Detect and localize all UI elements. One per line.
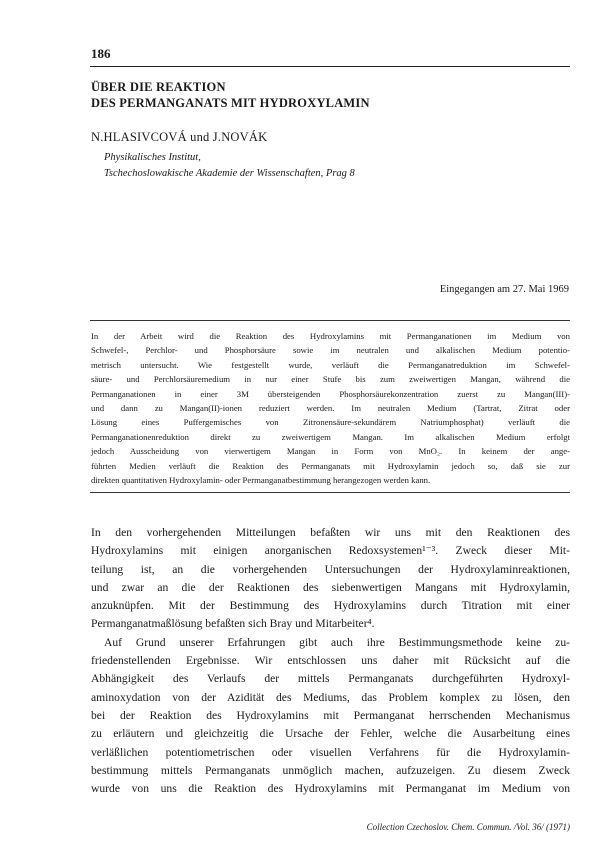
body-line: Auf Grund unserer Erfahrungen gibt auch ihre Bestimmungsmethode keine zu- (104, 635, 570, 649)
abstract-line: Permanganationenreduktion direkt zu zweiwertigem Mangan. Im alkalischen Medium erfolgt (91, 431, 570, 442)
abstract-rule-bottom (90, 492, 570, 493)
header-rule (90, 66, 570, 67)
journal-footer: Collection Czechoslov. Chem. Commun. /Vol. 36/ (1971) (366, 822, 570, 832)
abstract (91, 329, 570, 487)
page-number: 186 (91, 46, 111, 61)
body-line: friedenstellenden Ergebnisse. Wir entschlossen uns daher mit Rücksicht auf die (91, 654, 570, 668)
affiliation (104, 150, 355, 182)
body-line: Abhängigkeit des Verlaufs der mittels Permanganats durchgeführten Hydroxyl- (91, 672, 570, 686)
body-line: zu erläutern und gleichzeitig die Ursache der Fehler, welche die Ausarbeitung eines (91, 727, 570, 741)
abstract-rule-top (90, 320, 570, 321)
abstract-line: Permanganationen in einer 3M übersteigenden Phosphorsäurekonzentration zuerst zu Mangan(III)- (91, 388, 570, 399)
abstract-line: In der Arbeit wird die Reaktion des Hydroxylamins mit Permanganationen im Medium von (91, 331, 570, 341)
abstract-line: Schwefel-, Perchlor- und Phosphorsäure sowie im neutralen und alkalischen Medium potentio- (91, 345, 570, 356)
body-line: Hydroxylamins mit einigen anorganischen Redoxsystemen¹⁻³. Zweck dieser Mit- (91, 544, 570, 558)
affiliation-line: Physikalisches Institut, (104, 152, 201, 163)
article-title (91, 79, 370, 111)
body-line: bestimmung mittels Permanganats unmöglich machen, aufzuzeigen. Zu diesem Zweck (91, 763, 570, 777)
body-line: In den vorhergehenden Mitteilungen befaßten wir uns mit den Reaktionen des (91, 526, 570, 539)
title-line: DES PERMANGANATS MIT HYDROXYLAMIN (91, 96, 370, 110)
body-text (91, 524, 570, 798)
body-line: Permanganatmaßlösung befaßten sich Bray und Mitarbeiter⁴. (91, 617, 375, 631)
body-line: teilung ist, an die vorhergehenden Untersuchungen der Hydroxylaminreaktionen, (91, 562, 570, 576)
body-line: anzuknüpfen. Mit der Bestimmung des Hydroxylamins durch Titration mit einer (91, 599, 570, 613)
body-line: und zwar an die der Reaktionen des siebenwertigen Mangans mit Hydroxylamin, (91, 580, 570, 594)
authors: N.HLASIVCOVÁ und J.NOVÁK (91, 130, 268, 144)
abstract-line: Lösung eines Puffergemisches von Zitronensäure-sekundärem Natriumphosphat) verläuft die (91, 417, 570, 428)
title-line: ÜBER DIE REAKTION (91, 80, 226, 94)
abstract-line: jedoch Ausscheidung von vierwertigem Mangan in Form von MnO₂. In keinem der ange- (91, 446, 570, 457)
received-date: Eingegangen am 27. Mai 1969 (439, 284, 569, 295)
abstract-line: und dann zu Mangan(II)-ionen reduziert werden. Im neutralen Medium (Tartrat, Zitrat oder (91, 403, 570, 414)
abstract-line: direkten quantitativen Hydroxylamin- oder Permanganatbestimmung herangezogen werden kann. (91, 475, 431, 486)
affiliation-line: Tschechoslowakische Akademie der Wissenschaften, Prag 8 (104, 168, 355, 179)
abstract-line: führten Medien verläuft die Reaktion des Permanganats mit Hydroxylamin jedoch so, daß sie zur (91, 460, 570, 471)
body-line: bei der Reaktion des Hydroxylamins mit Permanganat herrschenden Mechanismus (91, 708, 570, 722)
body-line: aminoxydation von der Azidität des Mediums, das Problem komplex zu lösen, den (91, 690, 570, 704)
abstract-line: säure- und Perchlorsäuremedium in nur einer Stufe bis zum zweiwertigen Mangan, während die (91, 374, 570, 385)
body-line: wurde von uns die Reaktion des Hydroxylamins mit Permanganat im Medium von (91, 782, 570, 796)
body-line: verläßlichen potentiometrischen oder visuellen Verfahrens für die Hydroxylamin- (91, 745, 570, 759)
abstract-line: metrisch untersucht. Wie festgestellt wurde, verläuft die Permanganatreduktion im Schwefel- (91, 359, 570, 370)
